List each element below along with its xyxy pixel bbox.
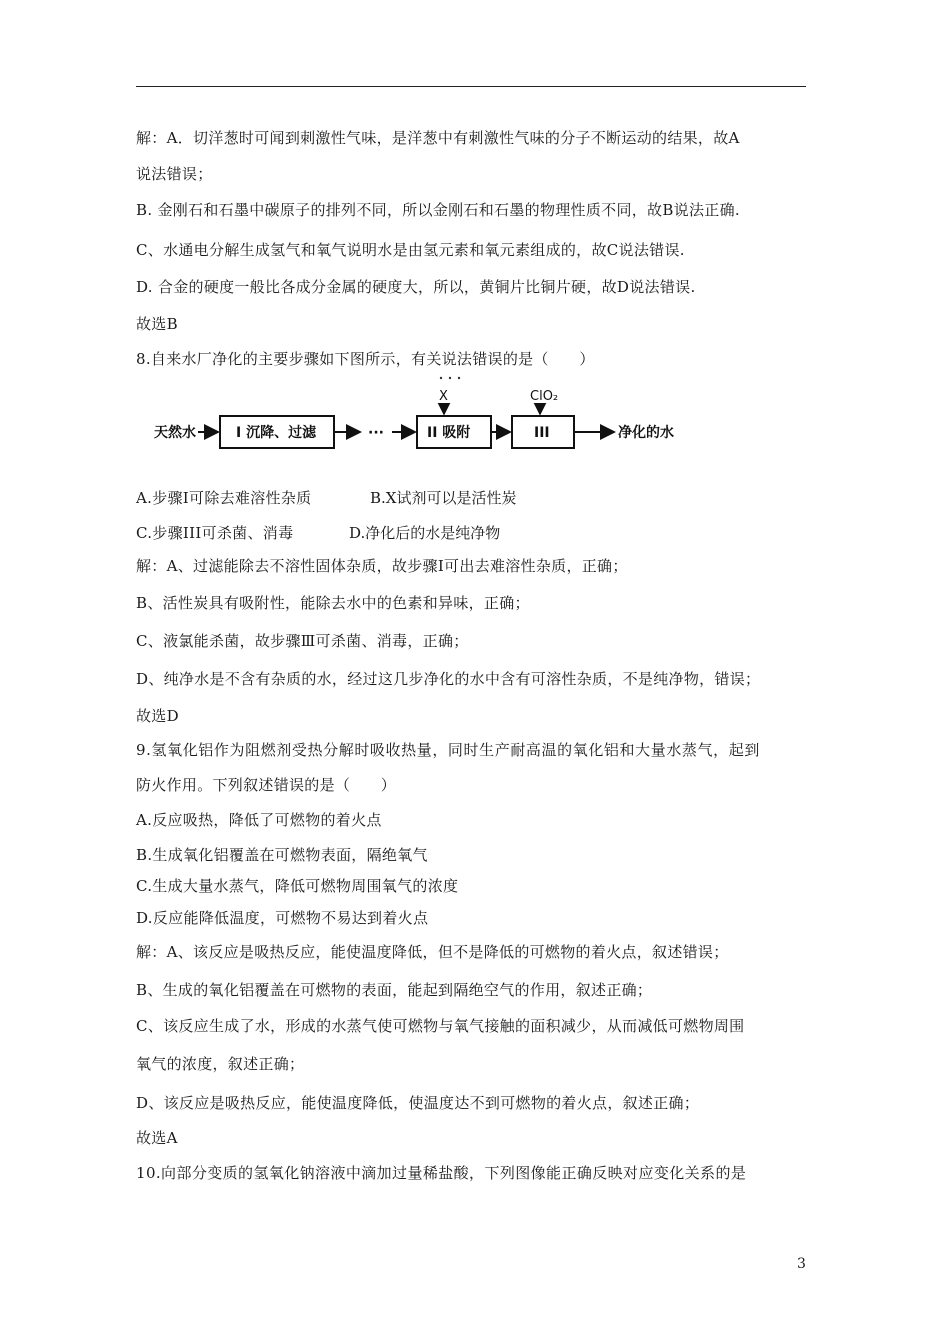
diagram-dots-top <box>440 377 460 379</box>
q8-stem: 8.自来水厂净化的主要步骤如下图所示，有关说法错误的是（ ） <box>136 350 595 368</box>
q9-answer-line: D、该反应是吸热反应，能使温度降低，使温度达不到可燃物的着火点，叙述正确； <box>136 1094 700 1112</box>
q9-answer-line: 解：A、该反应是吸热反应，能使温度降低，但不是降低的可燃物的着火点，叙述错误； <box>136 943 729 961</box>
q9-answer-line: C、该反应生成了水，形成的水蒸气使可燃物与氧气接触的面积减少，从而减低可燃物周围 <box>136 1017 745 1035</box>
q9-answer-choice: 故选A <box>136 1129 178 1147</box>
q9-option-a: A.反应吸热，降低了可燃物的着火点 <box>136 811 382 829</box>
q10-stem: 10.向部分变质的氢氧化钠溶液中滴加过量稀盐酸，下列图像能正确反映对应变化关系的是 <box>136 1164 747 1182</box>
q8-option-c: C.步骤III可杀菌、消毒 <box>136 524 294 542</box>
input-label: 天然水 <box>154 425 196 441</box>
step1-label: I 沉降、过滤 <box>236 425 317 441</box>
q8-answer-line: B、活性炭具有吸附性，能除去水中的色素和异味，正确； <box>136 594 530 612</box>
q9-option-b: B.生成氧化铝覆盖在可燃物表面，隔绝氧气 <box>136 846 428 864</box>
q7-answer-line: D. 合金的硬度一般比各成分金属的硬度大，所以，黄铜片比铜片硬，故D说法错误. <box>136 278 696 296</box>
q9-answer-line: B、生成的氧化铝覆盖在可燃物的表面，能起到隔绝空气的作用，叙述正确； <box>136 981 653 999</box>
q9-option-d: D.反应能降低温度，可燃物不易达到着火点 <box>136 909 429 927</box>
q7-answer-line: B. 金刚石和石墨中碳原子的排列不同，所以金刚石和石墨的物理性质不同，故B说法正确. <box>136 201 740 219</box>
reagent-x-label: X <box>439 389 448 404</box>
q9-answer-line: 氧气的浓度，叙述正确； <box>136 1055 305 1073</box>
diagram-ellipsis: ··· <box>368 425 384 441</box>
step3-label: III <box>534 425 550 441</box>
q8-option-a: A.步骤I可除去难溶性杂质 <box>136 489 312 507</box>
reagent-clo2-label: ClO₂ <box>530 389 559 404</box>
page-number: 3 <box>797 1256 806 1272</box>
q8-option-b: B.X试剂可以是活性炭 <box>370 489 517 507</box>
output-label: 净化的水 <box>618 425 674 441</box>
q7-answer-choice: 故选B <box>136 315 178 333</box>
header-rule <box>136 86 806 87</box>
water-purification-diagram <box>150 374 680 464</box>
q8-answer-line: 解：A、过滤能除去不溶性固体杂质，故步骤Ⅰ可出去难溶性杂质，正确； <box>136 557 628 575</box>
q8-answer-line: D、纯净水是不含有杂质的水，经过这几步净化的水中含有可溶性杂质，不是纯净物，错误； <box>136 670 761 688</box>
q9-stem-line: 防火作用。下列叙述错误的是（ ） <box>136 776 397 794</box>
q8-option-d: D.净化后的水是纯净物 <box>349 524 501 542</box>
step2-label: II 吸附 <box>427 425 471 441</box>
q9-stem-line: 9.氢氧化铝作为阻燃剂受热分解时吸收热量，同时生产耐高温的氧化铝和大量水蒸气，起到 <box>136 741 760 759</box>
q8-answer-choice: 故选D <box>136 707 179 725</box>
q8-answer-line: C、液氯能杀菌，故步骤Ⅲ可杀菌、消毒，正确； <box>136 632 469 650</box>
q7-answer-line: 说法错误； <box>136 165 213 183</box>
q7-answer-line: C、水通电分解生成氢气和氧气说明水是由氢元素和氧元素组成的，故C说法错误. <box>136 241 685 259</box>
q9-option-c: C.生成大量水蒸气，降低可燃物周围氧气的浓度 <box>136 877 459 895</box>
q7-answer-line: 解：A．切洋葱时可闻到刺激性气味，是洋葱中有刺激性气味的分子不断运动的结果，故A <box>136 129 740 147</box>
